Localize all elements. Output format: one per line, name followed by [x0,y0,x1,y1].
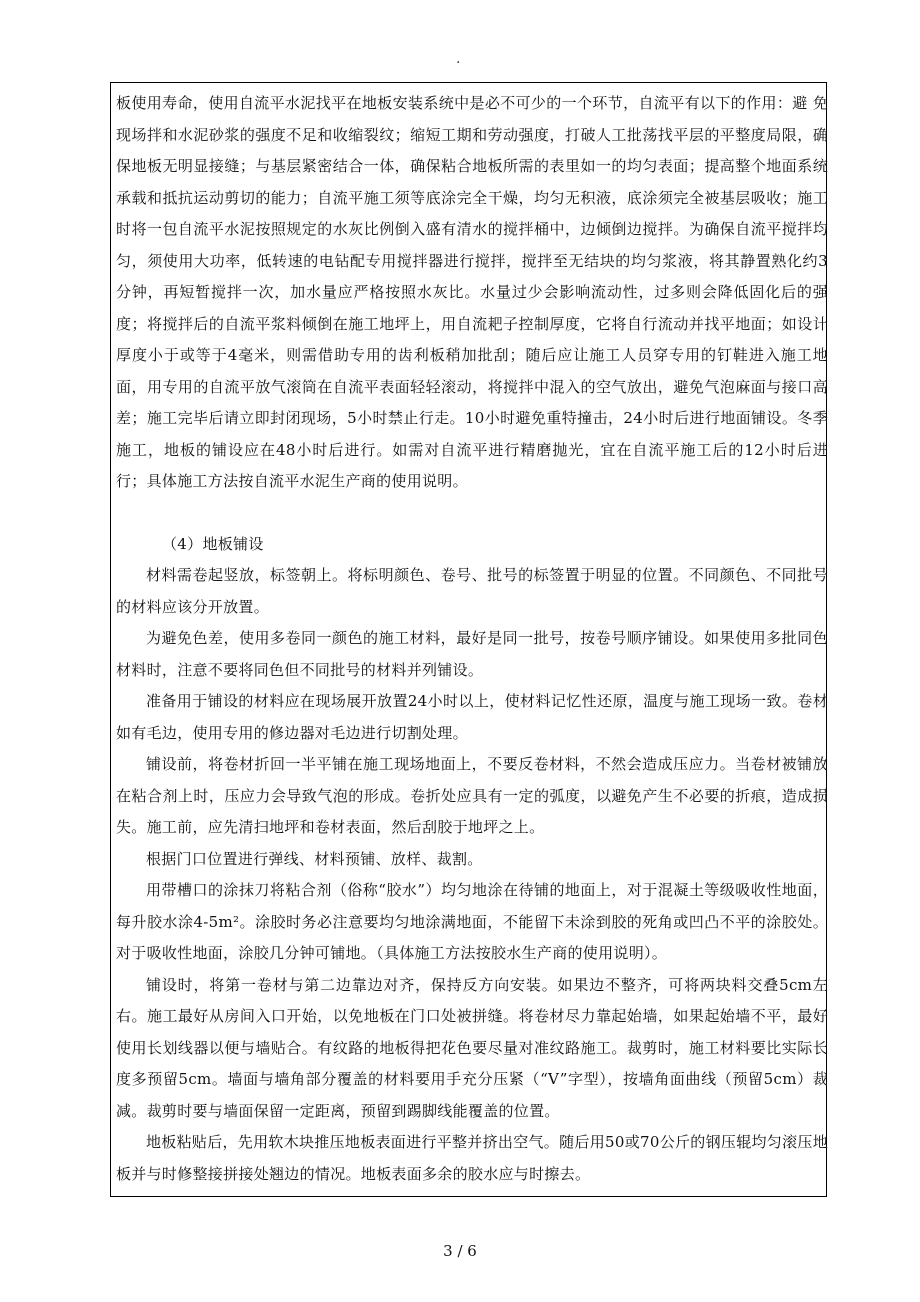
paragraph-adhesive: 用带槽口的涂抹刀将粘合剂（俗称“胶水”）均匀地涂在待铺的地面上，对于混凝土等级吸收性地面，每升胶水涂4-5m²。涂胶时务必注意要均匀地涂满地面，不能留下未涂到胶的死角或凹凸不平的涂胶处。对于吸收性地面，涂胶几分钟可铺地。（具体施工方法按胶水生产商的使用说明）。 [116,881,828,962]
paragraph-marking: 根据门口位置进行弹线、材料预铺、放样、裁割。 [146,849,483,868]
paragraph-preparation: 准备用于铺设的材料应在现场展开放置24小时以上，使材料记忆性还原，温度与施工现场一致。卷材如有毛边，使用专用的修边器对毛边进行切割处理。 [116,692,828,742]
section-heading: （4）地板铺设 [162,534,264,553]
blank-line [116,498,828,529]
paragraph-rolling: 地板粘贴后，先用软木块推压地板表面进行平整并挤出空气。随后用50或70公斤的钢压辊均匀滚压地板并与时修整接拼接处翘边的情况。地板表面多余的胶水应与时擦去。 [116,1133,828,1183]
document-body [116,88,828,1190]
paragraph-laying: 铺设时，将第一卷材与第二边靠边对齐，保持反方向安装。如果边不整齐，可将两块料交叠5cm左右。施工最好从房间入口开始，以免地板在门口处被拼缝。将卷材尽力靠起始墙，如果起始墙不平，最好使用长划线器以便与墙贴合。有纹路的地板得把花色要尽量对准纹路施工。裁剪时，施工材料要比实际长度多预留5cm。墙面与墙角部分覆盖的材料要用手充分压紧（“V”字型），按墙角面曲线（预留5cm）裁减。裁剪时要与墙面保留一定距离，预留到踢脚线能覆盖的位置。 [116,975,828,1120]
paragraph-before-laying: 铺设前，将卷材折回一半平铺在施工现场地面上，不要反卷材料，不然会造成压应力。当卷材被铺放在粘合剂上时，压应力会导致气泡的形成。卷折处应具有一定的弧度，以避免产生不必要的折痕，造成损失。施工前，应先清扫地坪和卷材表面，然后刮胶于地坪之上。 [116,755,828,836]
paragraph-color-difference: 为避免色差，使用多卷同一颜色的施工材料，最好是同一批号，按卷号顺序铺设。如果使用多批同色材料时，注意不要将同色但不同批号的材料并列铺设。 [116,629,828,679]
paragraph-storage: 材料需卷起竖放，标签朝上。将标明颜色、卷号、批号的标签置于明显的位置。不同颜色、不同批号的材料应该分开放置。 [116,566,828,616]
header-mark: . [456,51,461,67]
page-number: 3 / 6 [443,1242,477,1260]
paragraph-self-leveling: 板使用寿命，使用自流平水泥找平在地板安装系统中是必不可少的一个环节，自流平有以下的作用：避 免现场拌和水泥砂浆的强度不足和收缩裂纹；缩短工期和劳动强度，打破人工批荡找平层的平整度局限，确保地板无明显接缝；与基层紧密结合一体，确保粘合地板所需的表里如一的均匀表面；提高整个地面系统承载和抵抗运动剪切的能力；自流平施工须等底涂完全干燥，均匀无积液，底涂须完全被基层吸收；施工时将一包自流平水泥按照规定的水灰比例倒入盛有清水的搅拌桶中，边倾倒边搅拌。为确保自流平搅拌均匀，须使用大功率，低转速的电钻配专用搅拌器进行搅拌，搅拌至无结块的均匀浆液，将其静置熟化约3分钟，再短暂搅拌一次，加水量应严格按照水灰比。水量过少会影响流动性，过多则会降低固化后的强度；将搅拌后的自流平浆料倾倒在施工地坪上，用自流耙子控制厚度，它将自行流动并找平地面；如设计厚度小于或等于4毫米，则需借助专用的齿利板稍加批刮；随后应让施工人员穿专用的钉鞋进入施工地面，用专用的自流平放气滚筒在自流平表面轻轻滚动，将搅拌中混入的空气放出，避免气泡麻面与接口高差；施工完毕后请立即封闭现场，5小时禁止行走。10小时避免重特撞击，24小时后进行地面铺设。冬季施工，地板的铺设应在48小时后进行。如需对自流平进行精磨抛光，宜在自流平施工后的12小时后进行；具体施工方法按自流平水泥生产商的使用说明。 [116,94,828,490]
